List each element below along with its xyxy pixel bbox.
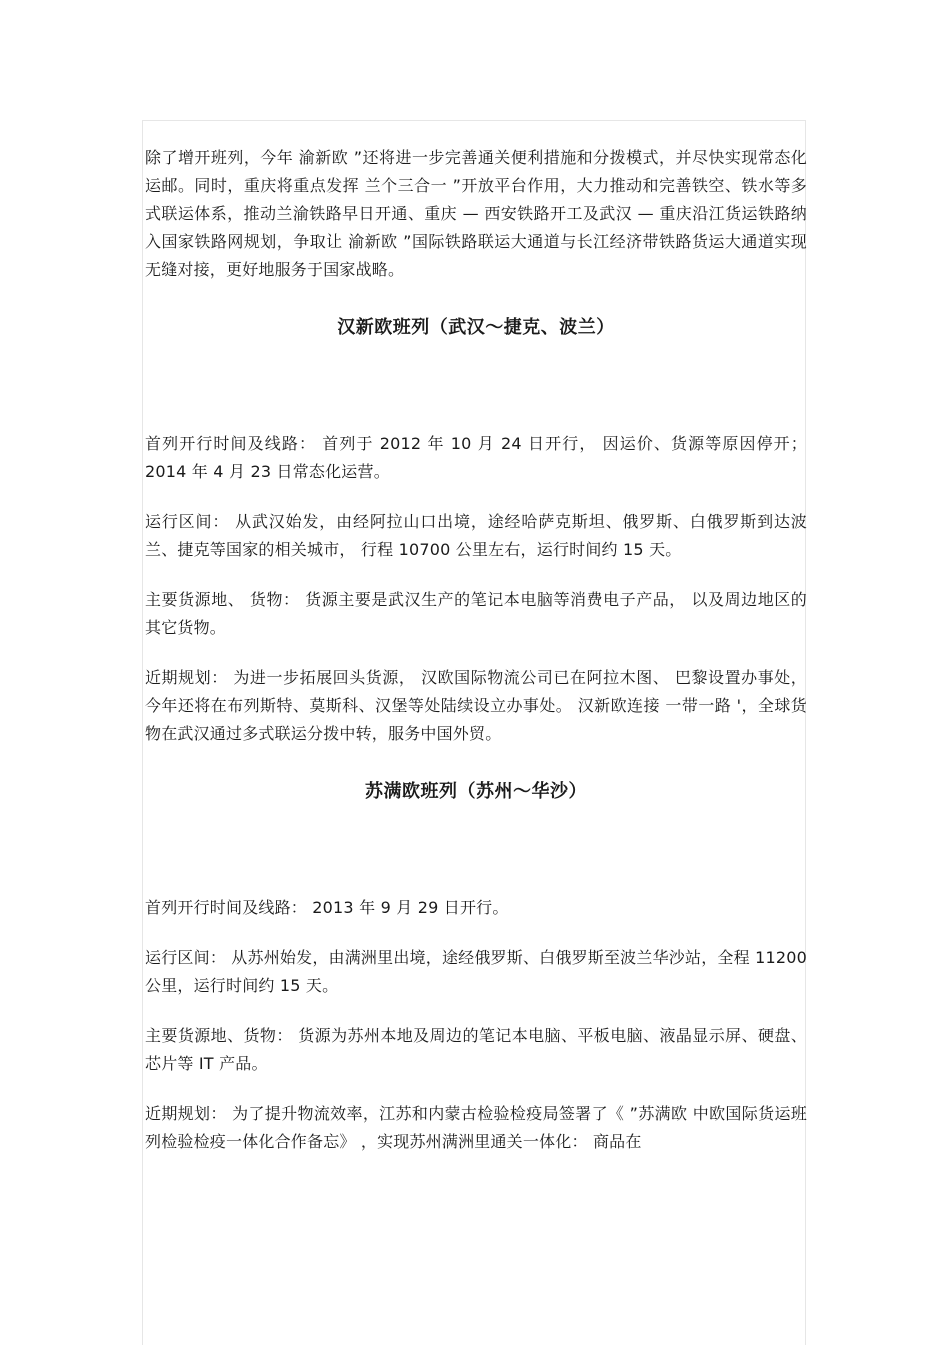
hanxinou-cargo: 主要货源地、 货物： 货源主要是武汉生产的笔记本电脑等消费电子产品， 以及周边地区的其它货物。 bbox=[145, 590, 807, 637]
sumanou-plan: 近期规划： 为了提升物流效率，江苏和内蒙古检验检疫局签署了《 ”苏满欧 中欧国际货运班列检验检疫一体化合作备忘》 ，实现苏州满洲里通关一体化： 商品在 bbox=[145, 1104, 807, 1151]
hanxinou-route: 运行区间： 从武汉始发，由经阿拉山口出境，途经哈萨克斯坦、俄罗斯、白俄罗斯到达波兰、捷克等国家的相关城市， 行程 10700 公里左右，运行时间约 15 天。 bbox=[145, 512, 807, 559]
sumanou-first-run: 首列开行时间及线路： 2013 年 9 月 29 日开行。 bbox=[145, 898, 509, 917]
sumanou-route: 运行区间： 从苏州始发，由满洲里出境，途经俄罗斯、白俄罗斯至波兰华沙站，全程 11200 公里，运行时间约 15 天。 bbox=[145, 948, 807, 995]
document-body bbox=[145, 144, 807, 1156]
sumanou-heading: 苏满欧班列（苏州～华沙） bbox=[365, 781, 587, 802]
hanxinou-first-run: 首列开行时间及线路： 首列于 2012 年 10 月 24 日开行， 因运价、货源等原因停开；2014 年 4 月 23 日常态化运营。 bbox=[145, 434, 807, 481]
hanxinou-heading: 汉新欧班列（武汉～捷克、波兰） bbox=[337, 317, 615, 338]
intro-paragraph: 除了增开班列，今年 渝新欧 ”还将进一步完善通关便利措施和分拨模式，并尽快实现常态化运邮。同时，重庆将重点发挥 兰个三合一 ”开放平台作用，大力推动和完善铁空、铁水等多式联运体系，推动兰渝铁路早日开通、重庆 — 西安铁路开工及武汉 — 重庆沿江货运铁路纳入国家铁路网规划，争取让 渝新欧 ”国际铁路联运大通道与长江经济带铁路货运大通道实现无缝对接，更好地服务于国家战略。 bbox=[145, 148, 807, 279]
sumanou-cargo: 主要货源地、货物： 货源为苏州本地及周边的笔记本电脑、平板电脑、液晶显示屏、硬盘、芯片等 IT 产品。 bbox=[145, 1026, 807, 1073]
hanxinou-plan: 近期规划： 为进一步拓展回头货源， 汉欧国际物流公司已在阿拉木图、 巴黎设置办事处，今年还将在布列斯特、莫斯科、汉堡等处陆续设立办事处。 汉新欧连接 一带一路 '，全球货物在武汉通过多式联运分拨中转，服务中国外贸。 bbox=[145, 668, 807, 743]
